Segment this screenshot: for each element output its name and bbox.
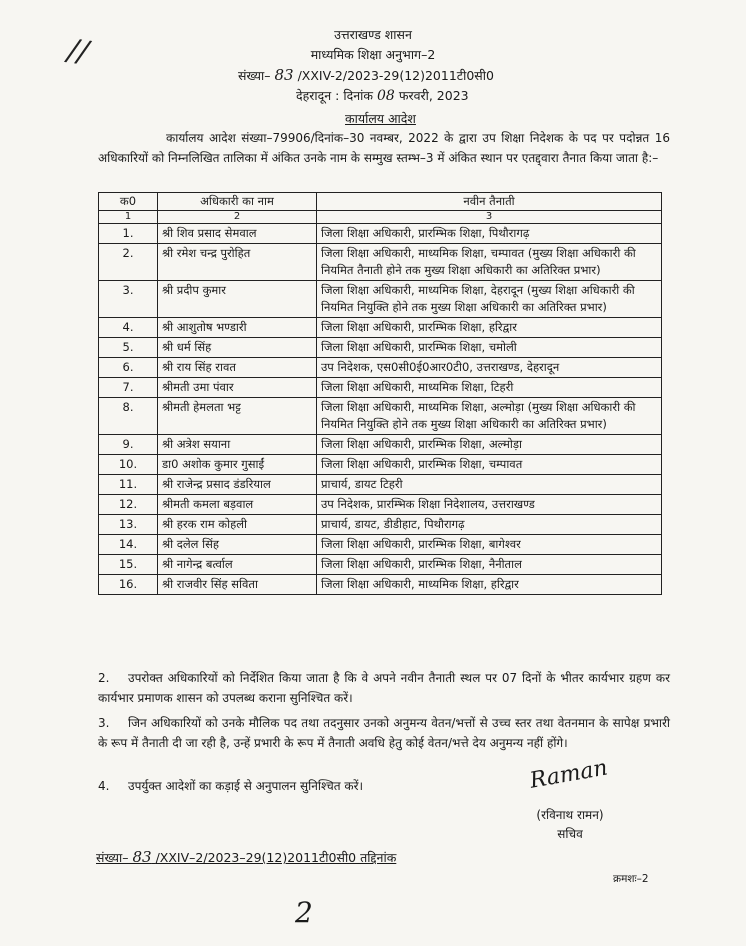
row-officer-name: डा0 अशोक कुमार गुसाईं — [158, 455, 317, 475]
row-serial: 11. — [99, 475, 158, 495]
paragraph-3 — [98, 713, 670, 753]
row-posting: उप निदेशक, एस0सी0ई0आर0टी0, उत्तराखण्ड, देहरादून — [317, 358, 662, 378]
table-row — [99, 455, 662, 475]
row-officer-name: श्री अत्रेश सयाना — [158, 435, 317, 455]
bottom-ref-suffix: /XXIV–2/2023–29(12)2011टी0सी0 तद्दिनांक — [155, 850, 397, 865]
row-officer-name: श्रीमती उमा पंवार — [158, 378, 317, 398]
paragraph-number: 2. — [98, 671, 110, 685]
signature-block — [515, 755, 625, 842]
table-row — [99, 398, 662, 435]
row-serial: 5. — [99, 338, 158, 358]
table-row — [99, 338, 662, 358]
margin-mark: // — [65, 32, 91, 71]
row-officer-name: श्री आशुतोष भण्डारी — [158, 318, 317, 338]
row-posting: जिला शिक्षा अधिकारी, प्रारम्भिक शिक्षा, हरिद्वार — [317, 318, 662, 338]
row-posting: जिला शिक्षा अधिकारी, प्रारम्भिक शिक्षा, नैनीताल — [317, 555, 662, 575]
row-officer-name: श्रीमती कमला बड़वाल — [158, 495, 317, 515]
table-row — [99, 358, 662, 378]
row-officer-name: श्री दलेल सिंह — [158, 535, 317, 555]
continued-note: क्रमशः–2 — [613, 873, 649, 885]
row-officer-name: श्री हरक राम कोहली — [158, 515, 317, 535]
paragraph-text: जिन अधिकारियों को उनके मौलिक पद तथा तदनुसार उनको अनुमन्य वेतन/भत्तों से उच्च स्तर तथा वेतनमान के सापेक्ष प्रभारी के रूप में तैनाती दी जा रही है, उन्हें प्रभारी के रूप में तैनाती अवधि हेतु कोई वेतन/भत्ते देय अनुमन्य नहीं होंगे। — [98, 716, 670, 750]
row-serial: 6. — [99, 358, 158, 378]
ref-number: 83 — [274, 66, 294, 84]
table-row — [99, 318, 662, 338]
row-officer-name: श्री प्रदीप कुमार — [158, 281, 317, 318]
govt-name: उत्तराखण्ड शासन — [334, 27, 412, 42]
paragraph-text: उपर्युक्त आदेशों का कड़ाई से अनुपालन सुनिश्चित करें। — [128, 779, 364, 793]
row-officer-name: श्रीमती हेमलता भट्ट — [158, 398, 317, 435]
table-header-row — [99, 193, 662, 211]
bottom-reference — [96, 848, 396, 866]
row-serial: 3. — [99, 281, 158, 318]
column-number-row — [99, 211, 662, 224]
row-officer-name: श्री धर्म सिंह — [158, 338, 317, 358]
row-serial: 15. — [99, 555, 158, 575]
table-row — [99, 515, 662, 535]
row-serial: 7. — [99, 378, 158, 398]
row-posting: जिला शिक्षा अधिकारी, माध्यमिक शिक्षा, अल्मोड़ा (मुख्य शिक्षा अधिकारी की नियमित नियुक्ति होने तक मुख्य शिक्षा अधिकारी का अतिरिक्त प्रभार) — [317, 398, 662, 435]
row-posting: जिला शिक्षा अधिकारी, प्रारम्भिक शिक्षा, अल्मोड़ा — [317, 435, 662, 455]
intro-paragraph — [98, 128, 670, 168]
section-name: माध्यमिक शिक्षा अनुभाग–2 — [310, 47, 436, 62]
row-posting: उप निदेशक, प्रारम्भिक शिक्षा निदेशालय, उत्तराखण्ड — [317, 495, 662, 515]
col-number-1: 1 — [99, 211, 158, 224]
signatory-name: (रविनाथ रामन) — [536, 808, 604, 822]
row-posting: जिला शिक्षा अधिकारी, प्रारम्भिक शिक्षा, पिथौरागढ़ — [317, 224, 662, 244]
ref-suffix: /XXIV-2/2023-29(12)2011टी0सी0 — [297, 68, 494, 83]
row-posting: जिला शिक्षा अधिकारी, प्रारम्भिक शिक्षा, चमोली — [317, 338, 662, 358]
row-serial: 8. — [99, 398, 158, 435]
paragraph-number: 3. — [98, 716, 110, 730]
row-posting: प्राचार्य, डायट, डीडीहाट, पिथौरागढ़ — [317, 515, 662, 535]
header-new-posting: नवीन तैनाती — [317, 193, 662, 211]
col-number-2: 2 — [158, 211, 317, 224]
row-posting: जिला शिक्षा अधिकारी, माध्यमिक शिक्षा, टिहरी — [317, 378, 662, 398]
row-posting: जिला शिक्षा अधिकारी, माध्यमिक शिक्षा, देहरादून (मुख्य शिक्षा अधिकारी की नियमित नियुक्ति होने तक मुख्य शिक्षा अधिकारी का अतिरिक्त प्रभार) — [317, 281, 662, 318]
header-officer-name: अधिकारी का नाम — [158, 193, 317, 211]
postings-table — [98, 192, 662, 595]
intro-text: कार्यालय आदेश संख्या–79906/दिनांक–30 नवम्बर, 2022 के द्वारा उप शिक्षा निदेशक के पद पर पदोन्नत 16 अधिकारियों को निम्नलिखित तालिका में अंकित उनके नाम के सम्मुख स्तम्भ–3 में अंकित स्थान पर एतद्द्वारा तैनात किया जाता है:– — [98, 131, 670, 165]
row-serial: 9. — [99, 435, 158, 455]
row-posting: जिला शिक्षा अधिकारी, प्रारम्भिक शिक्षा, बागेश्वर — [317, 535, 662, 555]
table-row — [99, 555, 662, 575]
paragraph-number: 4. — [98, 779, 110, 793]
row-serial: 14. — [99, 535, 158, 555]
row-serial: 10. — [99, 455, 158, 475]
row-officer-name: श्री राजेन्द्र प्रसाद डंडरियाल — [158, 475, 317, 495]
reference-line — [238, 66, 494, 84]
paragraph-2 — [98, 668, 670, 708]
table-body — [99, 224, 662, 595]
row-serial: 4. — [99, 318, 158, 338]
date-month-year: फरवरी, 2023 — [398, 88, 469, 103]
col-number-3: 3 — [317, 211, 662, 224]
row-serial: 1. — [99, 224, 158, 244]
table-row — [99, 495, 662, 515]
table-row — [99, 535, 662, 555]
row-posting: जिला शिक्षा अधिकारी, माध्यमिक शिक्षा, हरिद्वार — [317, 575, 662, 595]
row-posting: प्राचार्य, डायट टिहरी — [317, 475, 662, 495]
place-date-prefix: देहरादून : दिनांक — [296, 88, 374, 103]
page-number-mark: 2 — [295, 896, 313, 929]
paragraph-text: उपरोक्त अधिकारियों को निर्देशित किया जाता है कि वे अपने नवीन तैनाती स्थल पर 07 दिनों के भीतर कार्यभार ग्रहण कर कार्यभार प्रमाणक शासन को उपलब्ध कराना सुनिश्चित करें। — [98, 671, 670, 705]
signature-scribble: Raman — [527, 755, 610, 794]
place-date-line — [296, 87, 469, 104]
table-row — [99, 378, 662, 398]
row-serial: 13. — [99, 515, 158, 535]
table-row — [99, 435, 662, 455]
row-officer-name: श्री राजवीर सिंह सविता — [158, 575, 317, 595]
signatory-designation: सचिव — [557, 827, 583, 841]
row-officer-name: श्री रमेश चन्द्र पुरोहित — [158, 244, 317, 281]
row-officer-name: श्री शिव प्रसाद सेमवाल — [158, 224, 317, 244]
ref-prefix: संख्या– — [238, 68, 271, 83]
table-row — [99, 281, 662, 318]
order-title: कार्यालय आदेश — [345, 111, 416, 126]
row-officer-name: श्री राय सिंह रावत — [158, 358, 317, 378]
row-officer-name: श्री नागेन्द्र बर्त्वाल — [158, 555, 317, 575]
row-posting: जिला शिक्षा अधिकारी, माध्यमिक शिक्षा, चम्पावत (मुख्य शिक्षा अधिकारी की नियमित तैनाती होने तक मुख्य शिक्षा अधिकारी का अतिरिक्त प्रभार) — [317, 244, 662, 281]
header-serial: क0 — [99, 193, 158, 211]
table-row — [99, 244, 662, 281]
date-day: 08 — [377, 88, 395, 104]
bottom-ref-number: 83 — [132, 848, 152, 866]
row-serial: 16. — [99, 575, 158, 595]
table-row — [99, 575, 662, 595]
table-row — [99, 224, 662, 244]
row-serial: 2. — [99, 244, 158, 281]
row-posting: जिला शिक्षा अधिकारी, प्रारम्भिक शिक्षा, चम्पावत — [317, 455, 662, 475]
row-serial: 12. — [99, 495, 158, 515]
bottom-ref-prefix: संख्या– — [96, 850, 129, 865]
table-row — [99, 475, 662, 495]
